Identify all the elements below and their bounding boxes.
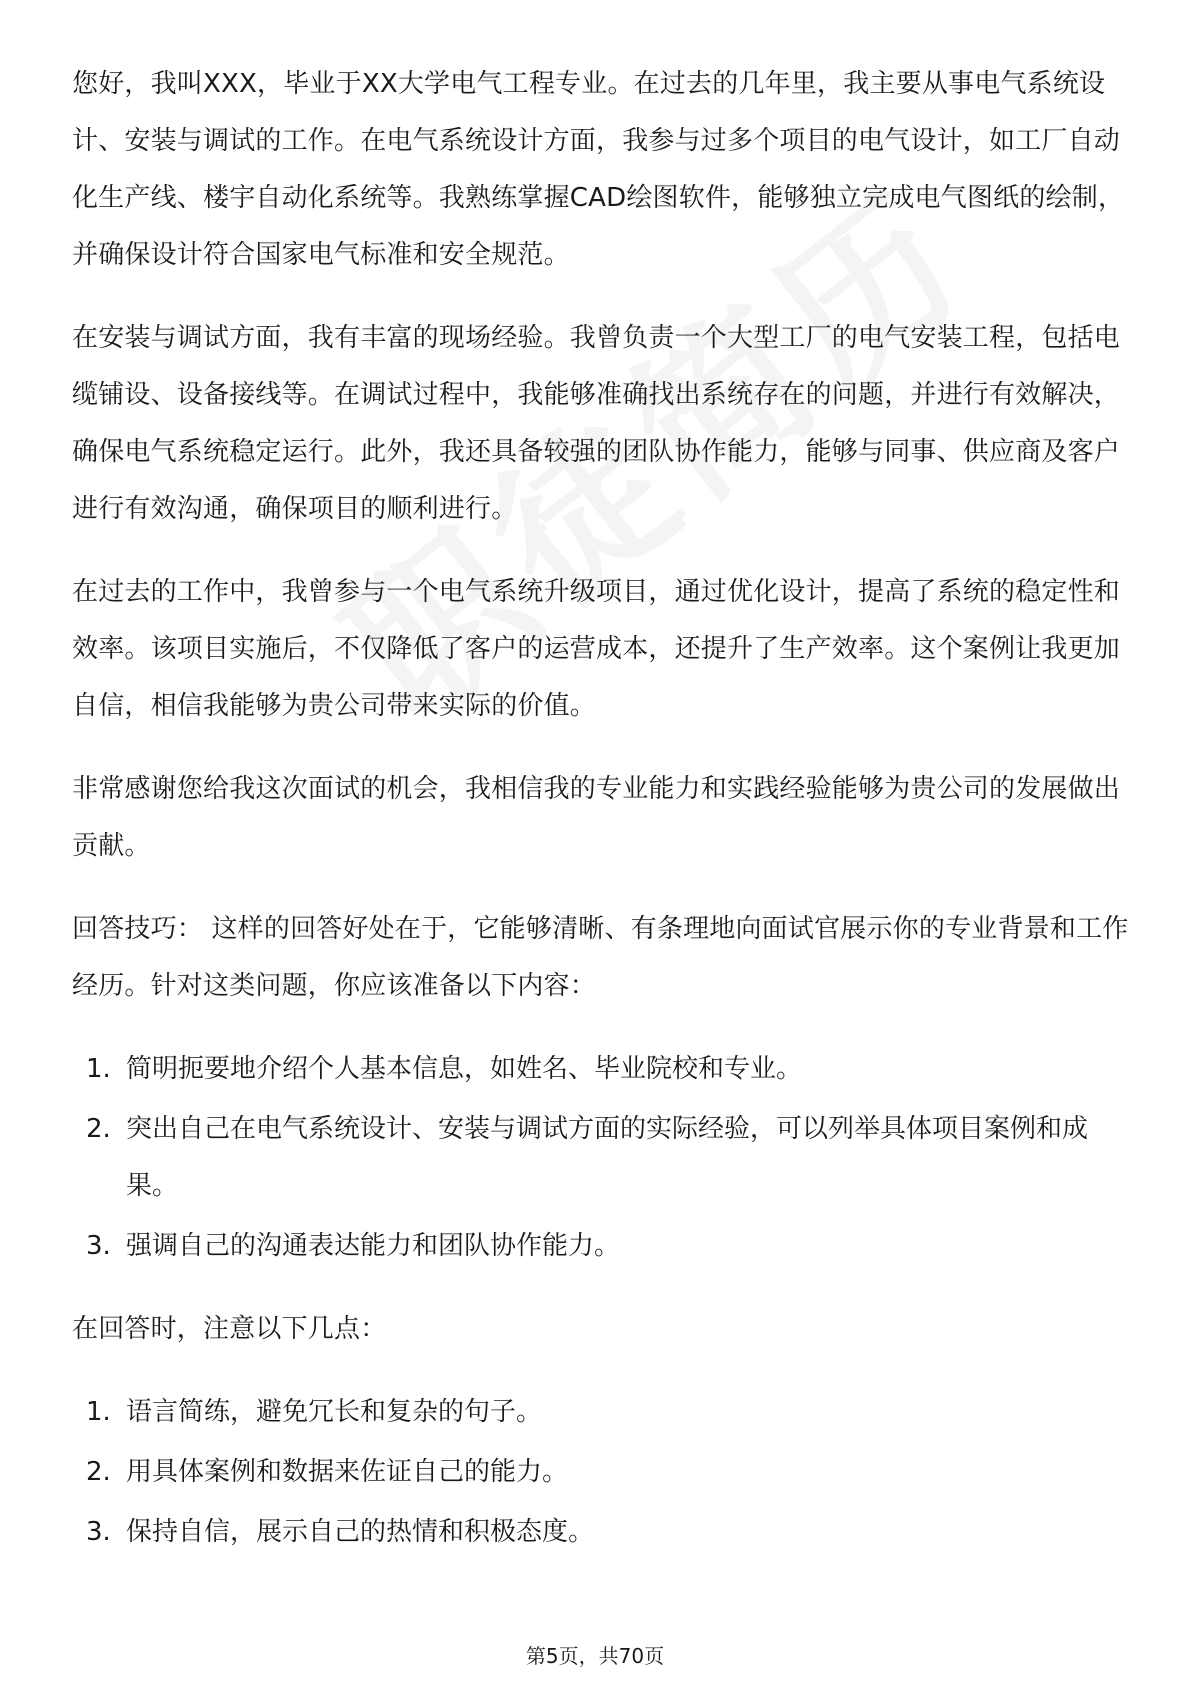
tips-intro: 回答技巧： 这样的回答好处在于，它能够清晰、有条理地向面试官展示你的专业背景和工作经历。针对这类问题，你应该准备以下内容： bbox=[72, 914, 1129, 1001]
list-item bbox=[72, 1504, 1132, 1561]
list-number: 1. bbox=[86, 1054, 111, 1084]
document-body bbox=[72, 56, 1132, 1587]
list-text: 用具体案例和数据来佐证自己的能力。 bbox=[126, 1457, 569, 1487]
page-footer: 第5页，共70页 bbox=[525, 1644, 665, 1668]
answer-paragraph-4: 非常感谢您给我这次面试的机会，我相信我的专业能力和实践经验能够为贵公司的发展做出贡献。 bbox=[72, 774, 1121, 861]
list-item bbox=[72, 1101, 1132, 1215]
list-text: 语言简练，避免冗长和复杂的句子。 bbox=[126, 1397, 543, 1427]
list-number: 3. bbox=[86, 1231, 111, 1261]
list-text: 简明扼要地介绍个人基本信息，如姓名、毕业院校和专业。 bbox=[126, 1054, 803, 1084]
list-text: 保持自信，展示自己的热情和积极态度。 bbox=[126, 1517, 595, 1547]
prepare-list bbox=[72, 1041, 1132, 1275]
notes-intro: 在回答时，注意以下几点： bbox=[72, 1314, 387, 1344]
answer-paragraph-1: 您好，我叫XXX，毕业于XX大学电气工程专业。在过去的几年里，我主要从事电气系统设计、安装与调试的工作。在电气系统设计方面，我参与过多个项目的电气设计，如工厂自动化生产线、楼宇自动化系统等。我熟练掌握CAD绘图软件，能够独立完成电气图纸的绘制，并确保设计符合国家电气标准和安全规范。 bbox=[72, 69, 1125, 270]
list-number: 2. bbox=[86, 1114, 111, 1144]
notes-list bbox=[72, 1384, 1132, 1561]
list-item bbox=[72, 1384, 1132, 1441]
list-item bbox=[72, 1218, 1132, 1275]
answer-paragraph-3: 在过去的工作中，我曾参与一个电气系统升级项目，通过优化设计，提高了系统的稳定性和效率。该项目实施后，不仅降低了客户的运营成本，还提升了生产效率。这个案例让我更加自信，相信我能够为贵公司带来实际的价值。 bbox=[72, 577, 1121, 721]
list-text: 强调自己的沟通表达能力和团队协作能力。 bbox=[126, 1231, 621, 1261]
list-number: 1. bbox=[86, 1397, 111, 1427]
list-number: 2. bbox=[86, 1457, 111, 1487]
list-text: 突出自己在电气系统设计、安装与调试方面的实际经验，可以列举具体项目案例和成果。 bbox=[126, 1114, 1089, 1201]
answer-paragraph-2: 在安装与调试方面，我有丰富的现场经验。我曾负责一个大型工厂的电气安装工程，包括电缆铺设、设备接线等。在调试过程中，我能够准确找出系统存在的问题，并进行有效解决，确保电气系统稳定运行。此外，我还具备较强的团队协作能力，能够与同事、供应商及客户进行有效沟通，确保项目的顺利进行。 bbox=[72, 323, 1121, 524]
list-number: 3. bbox=[86, 1517, 111, 1547]
list-item bbox=[72, 1041, 1132, 1098]
list-item bbox=[72, 1444, 1132, 1501]
